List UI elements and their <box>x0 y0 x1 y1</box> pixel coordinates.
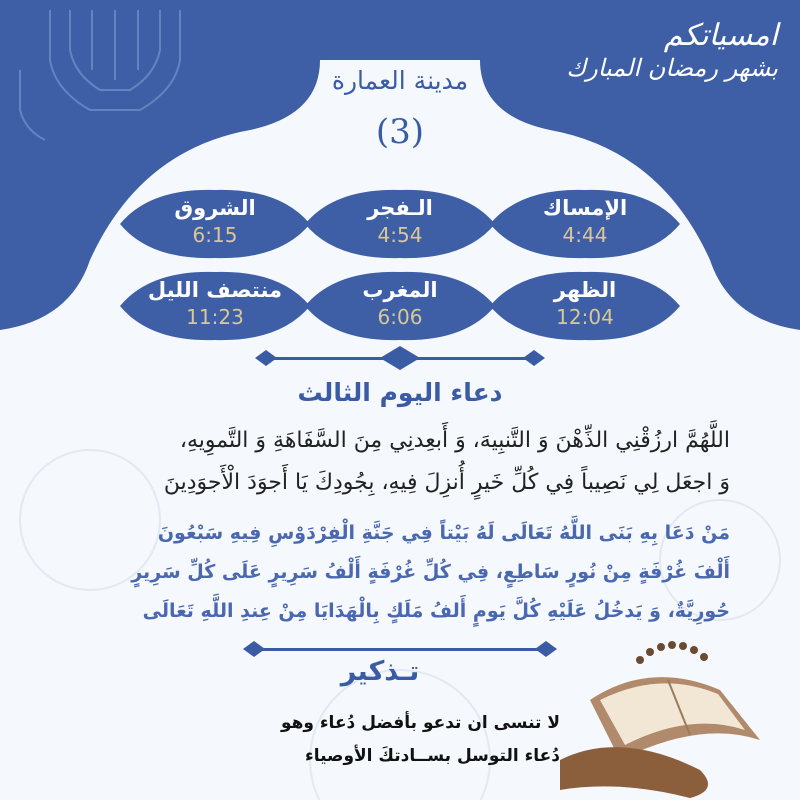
hadith-line: مَنْ دَعَا بِهِ بَنَى اللَّهُ تَعَالَى لَهُ بَيْتاً فِي جَنَّةِ الْفِرْدَوْسِ فِيهِ سَبْعُونَ <box>157 522 730 544</box>
time-slot-midnight <box>120 270 310 342</box>
city-name: مدينة العمارة <box>331 66 469 95</box>
slot-label: منتصف الليل <box>147 278 283 302</box>
time-slot-fajr <box>305 188 495 260</box>
slot-label: الشروق <box>174 196 256 220</box>
banner-line-2: بشهر رمضان المبارك <box>566 54 778 82</box>
hadith-line: أَلْفَ غُرْفَةٍ مِنْ نُورٍ سَاطِعٍ، فِي كُلِّ غُرْفَةٍ أَلْفُ سَرِيرٍ عَلَى كُلِّ سَرِيرٍ <box>131 561 730 583</box>
slot-time: 4:54 <box>377 223 423 247</box>
slot-label: الظهر <box>553 278 617 302</box>
day-number: (3) <box>375 112 425 152</box>
reminder-line: دُعاء التوسل بســادتكَ الأوصياء <box>305 746 560 766</box>
time-slot-imsak <box>490 188 680 260</box>
slot-time: 6:06 <box>377 305 423 329</box>
slot-time: 6:15 <box>192 223 238 247</box>
time-slot-dhuhr <box>490 270 680 342</box>
banner-line-1: امسياتكم <box>663 18 778 53</box>
slot-time: 11:23 <box>186 305 244 329</box>
slot-label: المغرب <box>362 278 438 302</box>
reminder-line: لا تنسى ان تدعو بأفضل دُعاء وهو <box>280 713 560 733</box>
dua-line: وَ اجعَل لِي نَصِيباً فِي كُلِّ خَيرٍ أُنزِلَ فِيهِ، بِجُودِكَ يَا أَجوَدَ الْأَجوَدِينَ <box>163 470 730 495</box>
time-slot-maghrib <box>305 270 495 342</box>
hadith-line: حُورِيَّةٌ، وَ يَدخُلُ عَلَيْهِ كُلَّ يَومٍ أَلفُ مَلَكٍ بِالْهَدَايَا مِنْ عِندِ اللَّهِ تَعَالَى <box>142 600 730 622</box>
time-slot-sunrise <box>120 188 310 260</box>
reminder-title: تـذكير <box>340 656 420 687</box>
slot-time: 12:04 <box>556 305 614 329</box>
slot-label: الـفجر <box>367 196 433 220</box>
dua-line: اللَّهُمَّ ارزُقْنِي الذِّهْنَ وَ التَّنبِيهَ، وَ أَبعِدنِي مِنَ السَّفَاهَةِ وَ التَّموِيهِ، <box>179 428 730 453</box>
dua-title: دعاء اليوم الثالث <box>297 378 503 407</box>
slot-time: 4:44 <box>562 223 608 247</box>
slot-label: الإمساك <box>542 196 628 220</box>
